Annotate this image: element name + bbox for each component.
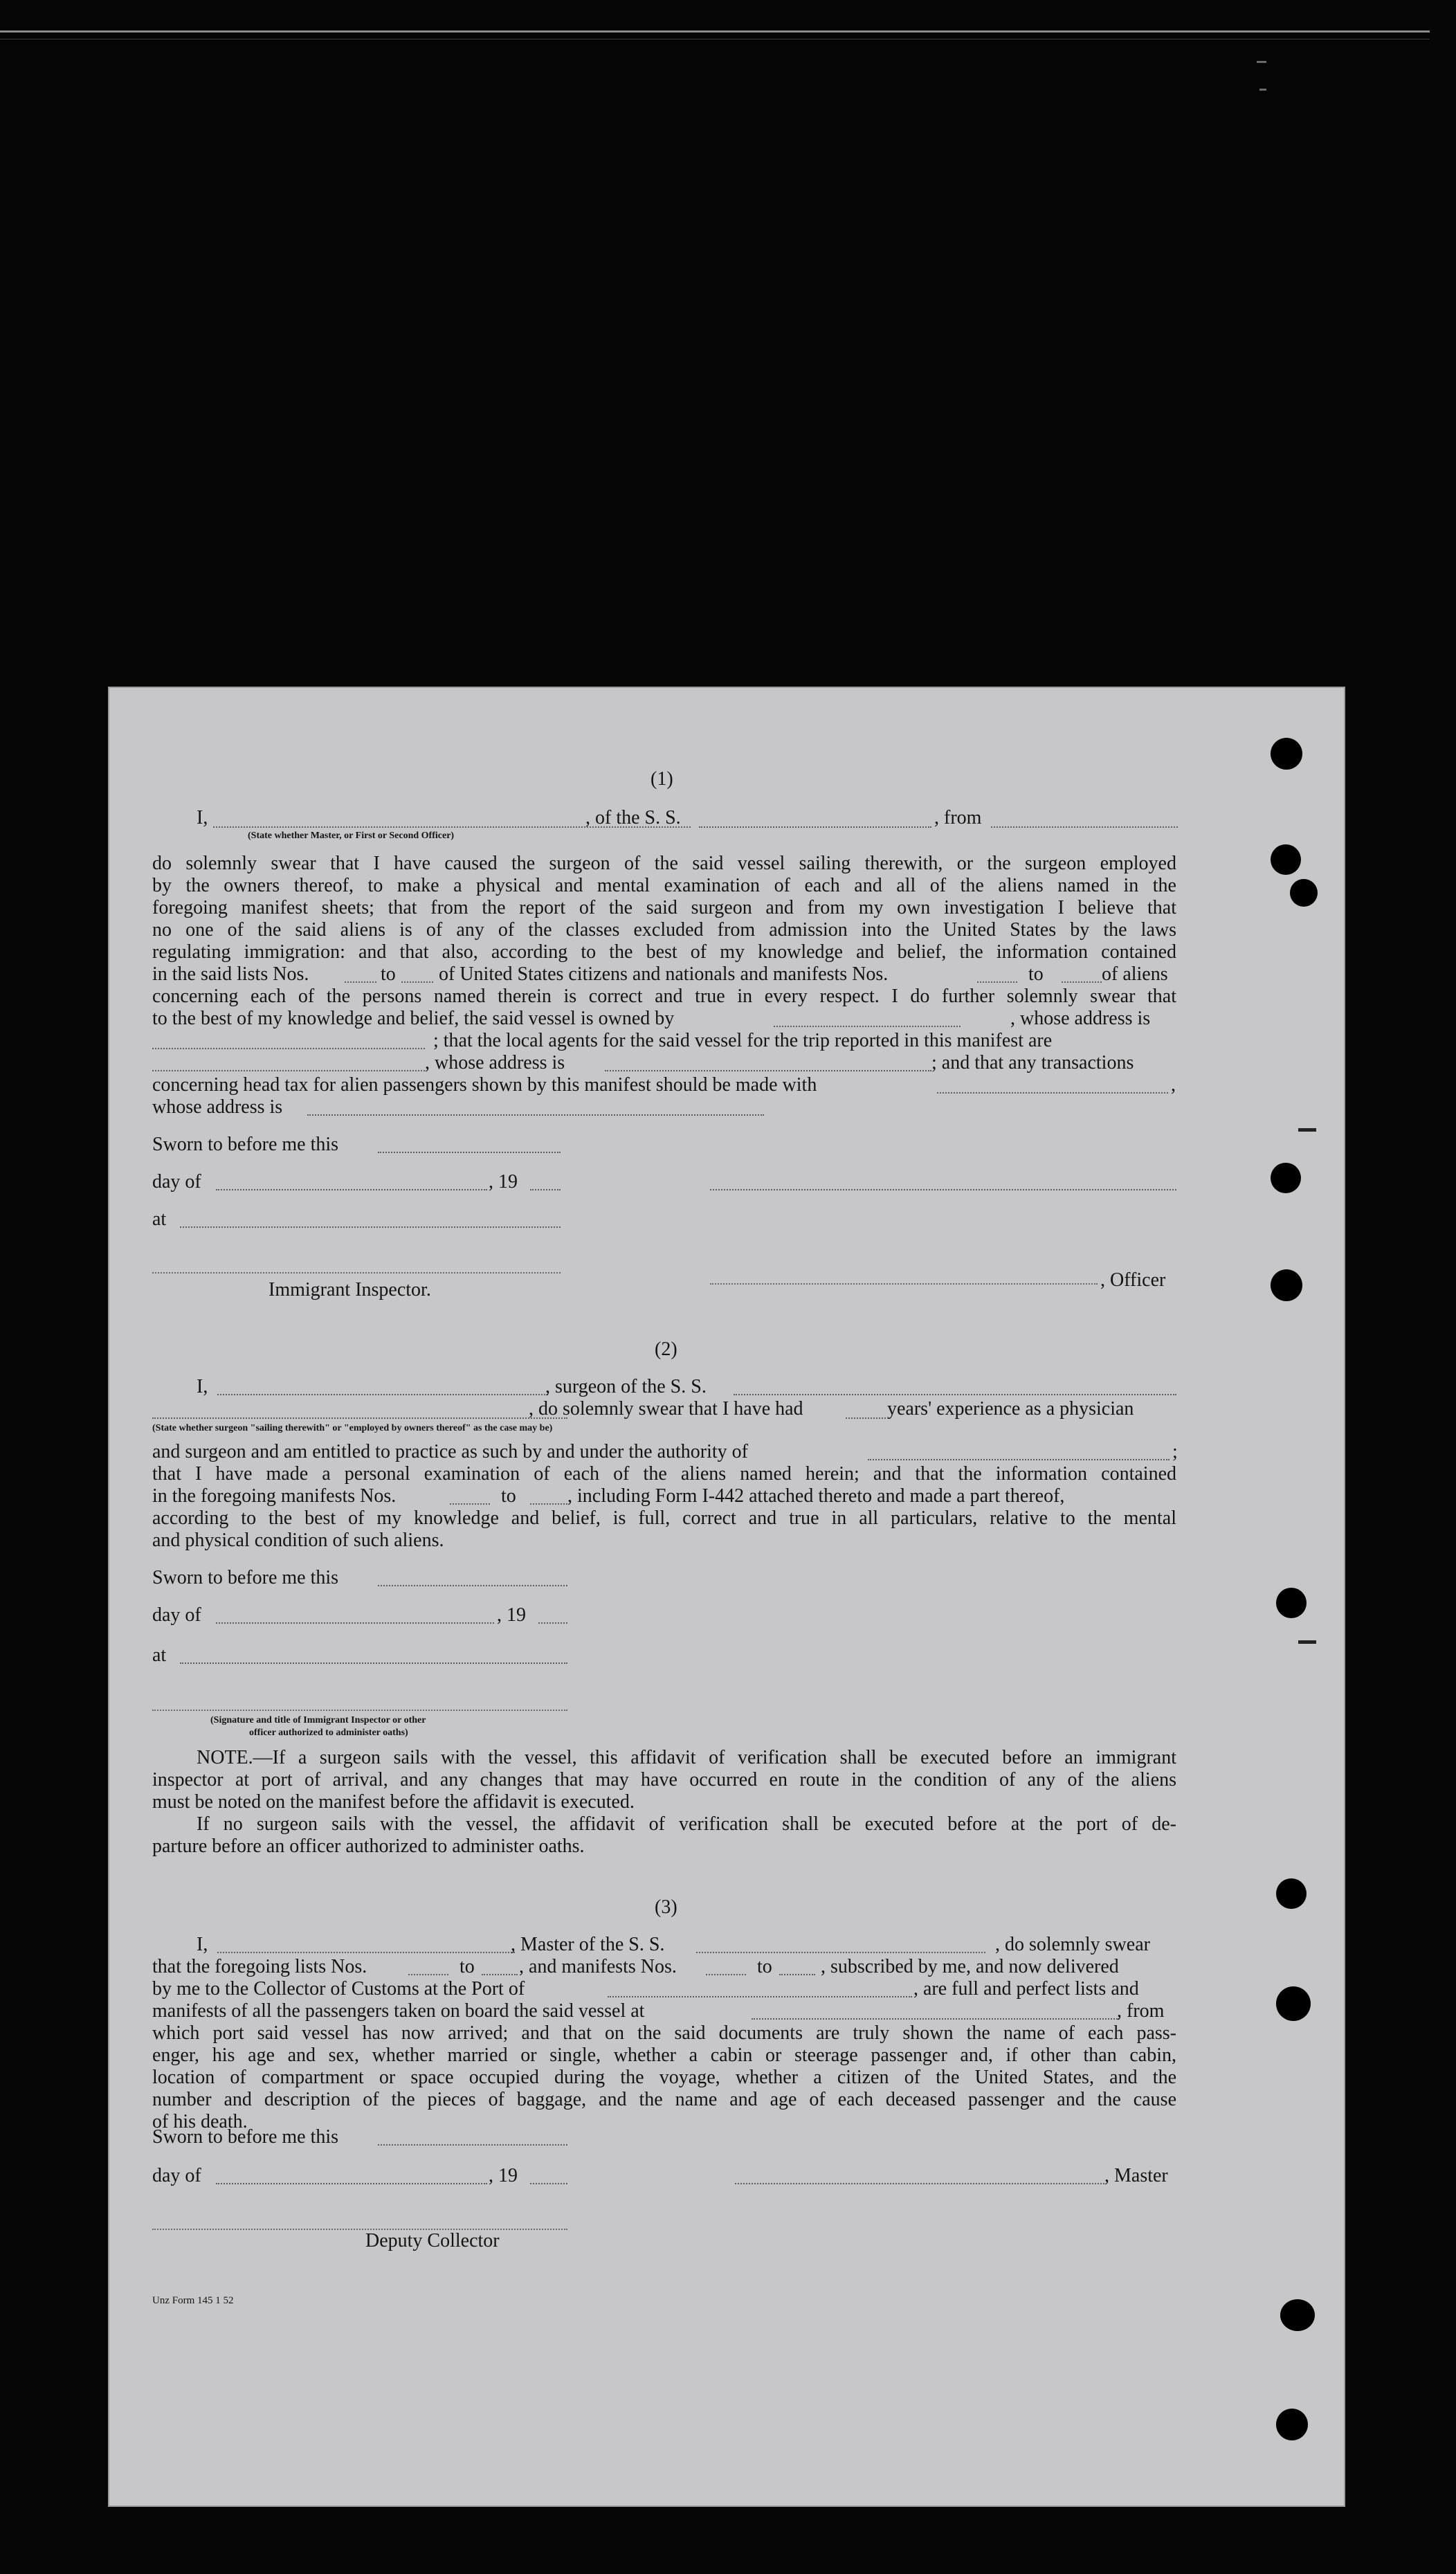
body-line: enger, his age and sex, whether married or single, whether a cabin or steerage passenger and, if other than cabin, <box>152 2045 1176 2066</box>
sworn-day-field[interactable] <box>378 2144 567 2146</box>
of-aliens-label: of aliens <box>1102 963 1168 985</box>
top-border-line <box>0 30 1430 33</box>
body-line: foregoing manifest sheets; that from the report of the said surgeon and from my own investigation I believe that <box>152 897 1176 918</box>
place-field[interactable] <box>180 1662 567 1664</box>
body-line: regulating immigration: and that also, according to the best of my knowledge and belief, the information contained <box>152 941 1176 963</box>
sworn-label: Sworn to before me this <box>152 1134 339 1155</box>
master-vessel-field[interactable] <box>696 1952 985 1953</box>
to-label: to <box>1028 963 1044 985</box>
to-label: to <box>757 1956 772 1977</box>
lists-to-field[interactable] <box>482 1974 518 1975</box>
body-line: number and description of the pieces of baggage, and the name and age of each deceased passenger and the cause <box>152 2089 1176 2110</box>
taken-on-board-label: manifests of all the passengers taken on board the said vessel at <box>152 2000 645 2022</box>
section-2-number: (2) <box>655 1339 677 1360</box>
to-label: to <box>459 1956 475 1977</box>
punch-hole <box>1271 1163 1301 1193</box>
year-prefix: , 19 <box>489 2165 518 2186</box>
lists-to-field[interactable] <box>401 981 433 983</box>
lists-from-field[interactable] <box>345 981 376 983</box>
body-line: location of compartment or space occupied during the voyage, whether a citizen of the United States, and the <box>152 2067 1176 2088</box>
surgeon-vessel-field[interactable] <box>734 1394 1176 1395</box>
punch-hole <box>1271 738 1302 770</box>
of-ss-label: , of the S. S. <box>585 807 681 828</box>
agents-field[interactable] <box>152 1070 425 1071</box>
perfect-lists-label: , are full and perfect lists and <box>913 1978 1139 2000</box>
from-label: , from <box>934 807 982 828</box>
sworn-label: Sworn to before me this <box>152 2126 339 2148</box>
punch-hole <box>1290 879 1318 907</box>
body-line: of his death. <box>152 2111 248 2132</box>
body-line: and physical condition of such aliens. <box>152 1530 444 1551</box>
signature-hint-line-1: (Signature and title of Immigrant Inspector or other <box>210 1715 426 1725</box>
years-experience-label: years' experience as a physician <box>887 1398 1134 1420</box>
subscribed-label: , subscribed by me, and now delivered <box>821 1956 1119 1977</box>
body-line: which port said vessel has now arrived; and that on the said documents are truly shown the name of each pass- <box>152 2022 1176 2044</box>
month-field[interactable] <box>216 1189 487 1190</box>
punch-hole <box>1276 2409 1308 2440</box>
section-3-i: I, <box>197 1934 208 1955</box>
citizens-label: of United States citizens and nationals and manifests Nos. <box>439 963 889 985</box>
collector-label: by me to the Collector of Customs at the Port of <box>152 1978 525 2000</box>
at-label: at <box>152 1644 167 1666</box>
body-line: by the owners thereof, to make a physical and mental examination of each and all of the aliens named in the <box>152 875 1176 896</box>
head-tax-label: concerning head tax for alien passengers shown by this manifest should be made with <box>152 1074 817 1096</box>
years-field[interactable] <box>846 1417 886 1419</box>
body-line: no one of the said aliens is of any of the classes excluded from admission into the United States by the laws <box>152 919 1176 941</box>
body-line: concerning each of the persons named therein is correct and true in every respect. I do further solemnly swear that <box>152 986 1176 1007</box>
master-swear-label: , do solemnly swear <box>995 1934 1150 1955</box>
surgeon-status-hint: (State whether surgeon "sailing therewith" or "employed by owners thereof" as the case may be) <box>152 1423 553 1433</box>
sworn-day-field[interactable] <box>378 1152 561 1153</box>
from-label: , from <box>1117 2000 1165 2022</box>
manifests-nos-label: in the foregoing manifests Nos. <box>152 1485 397 1507</box>
section-1-number: (1) <box>650 768 673 790</box>
lists-nos-label: that the foregoing lists Nos. <box>152 1956 367 1977</box>
body-line: that I have made a personal examination of each of the aliens named herein; and that the information contained <box>152 1463 1176 1485</box>
manifests-nos-label: , and manifests Nos. <box>519 1956 677 1977</box>
manifests-to-field[interactable] <box>530 1503 567 1505</box>
punch-hole <box>1271 1269 1302 1301</box>
inspector-signature-line[interactable] <box>152 1272 561 1274</box>
signature-hint-line-2: officer authorized to administer oaths) <box>249 1728 408 1738</box>
collector-signature-line[interactable] <box>152 2229 567 2230</box>
punch-hole <box>1276 1878 1307 1909</box>
whose-address-label: whose address is <box>152 1096 283 1118</box>
punch-hole <box>1280 2299 1315 2331</box>
note-line: NOTE.—If a surgeon sails with the vessel, this affidavit of verification shall be executed before an immigrant <box>197 1747 1176 1768</box>
sworn-day-field[interactable] <box>378 1585 567 1586</box>
sworn-label: Sworn to before me this <box>152 1567 339 1588</box>
authority-field[interactable] <box>868 1459 1170 1460</box>
punch-hole <box>1276 1588 1307 1618</box>
body-line: to the best of my knowledge and belief, the said vessel is owned by <box>152 1008 675 1029</box>
note-line: inspector at port of arrival, and any changes that may have occurred en route in the condition of any of the aliens <box>152 1769 1176 1791</box>
month-field[interactable] <box>216 2183 487 2184</box>
surgeon-of-label: , surgeon of the S. S. <box>545 1376 707 1397</box>
punch-hole <box>1271 844 1301 875</box>
owner-field[interactable] <box>774 1026 961 1027</box>
swear-label: , do solemnly swear that I have had <box>529 1398 803 1420</box>
lists-nos-label: in the said lists Nos. <box>152 963 309 985</box>
officer-rank-hint: (State whether Master, or First or Second Officer) <box>248 831 455 841</box>
agents-label: ; that the local agents for the said vessel for the trip reported in this manifest are <box>433 1030 1053 1051</box>
year-prefix: , 19 <box>497 1604 526 1626</box>
year-field[interactable] <box>530 1189 561 1190</box>
port-field[interactable] <box>608 1996 912 1997</box>
body-line: do solemnly swear that I have caused the surgeon of the said vessel sailing therewith, or the surgeon employed <box>152 853 1176 874</box>
note-line: If no surgeon sails with the vessel, the affidavit of verification shall be executed before at the port of de- <box>197 1813 1176 1835</box>
from-port-field[interactable] <box>991 826 1178 828</box>
deputy-collector-label: Deputy Collector <box>365 2230 500 2251</box>
boarding-port-field[interactable] <box>752 2018 1120 2020</box>
manifests-to-field[interactable] <box>779 1974 815 1975</box>
immigrant-inspector-label: Immigrant Inspector. <box>269 1279 431 1300</box>
officer-label: , Officer <box>1100 1269 1166 1291</box>
day-of-label: day of <box>152 1604 201 1626</box>
year-prefix: , 19 <box>489 1171 518 1193</box>
at-label: at <box>152 1208 167 1230</box>
manifests-from-field[interactable] <box>450 1503 490 1505</box>
surgeon-status-field[interactable] <box>152 1417 567 1419</box>
semicolon: ; <box>1172 1441 1178 1462</box>
note-line: must be noted on the manifest before the affidavit is executed. <box>152 1791 635 1813</box>
section-3-number: (3) <box>655 1896 677 1918</box>
officer-signature-field[interactable] <box>710 1189 1176 1190</box>
agents-address-label: , whose address is <box>425 1052 565 1073</box>
manifest-affidavit-page <box>108 687 1345 2507</box>
body-line: according to the best of my knowledge and belief, is full, correct and true in all particulars, relative to the mental <box>152 1507 1176 1529</box>
authority-label: and surgeon and am entitled to practice as such by and under the authority of <box>152 1441 748 1462</box>
agents-address-field[interactable] <box>605 1070 931 1071</box>
edge-mark <box>1259 89 1266 91</box>
form-identifier: Unz Form 145 1 52 <box>152 2295 234 2306</box>
head-tax-address-field[interactable] <box>307 1114 764 1116</box>
master-signature-field[interactable] <box>735 2183 1104 2184</box>
manifests-from-field[interactable] <box>977 981 1017 983</box>
edge-mark <box>1257 61 1266 63</box>
manifests-from-field[interactable] <box>706 1974 746 1975</box>
punch-hole <box>1276 1986 1311 2021</box>
month-field[interactable] <box>216 1622 494 1624</box>
comma: , <box>1171 1074 1176 1096</box>
officer-title-line[interactable] <box>710 1283 1098 1285</box>
section-1-i: I, <box>197 807 208 828</box>
section-2-i: I, <box>197 1376 208 1397</box>
master-name-field[interactable] <box>217 1952 515 1953</box>
transactions-label: ; and that any transactions <box>931 1052 1134 1073</box>
lists-from-field[interactable] <box>408 1974 448 1975</box>
edge-mark <box>1298 1128 1316 1132</box>
day-of-label: day of <box>152 1171 201 1193</box>
place-field[interactable] <box>180 1226 561 1228</box>
owner-address-label: , whose address is <box>1010 1008 1151 1029</box>
edge-mark <box>1298 1640 1316 1644</box>
master-of-label: , Master of the S. S. <box>511 1934 665 1955</box>
inspector-signature-line[interactable] <box>152 1710 567 1711</box>
owner-address-field[interactable] <box>152 1048 425 1049</box>
day-of-label: day of <box>152 2165 201 2186</box>
year-field[interactable] <box>530 2183 567 2184</box>
master-label: , Master <box>1104 2165 1168 2186</box>
to-label: to <box>381 963 396 985</box>
to-label: to <box>501 1485 516 1507</box>
form-i442-label: , including Form I-442 attached thereto and made a part thereof, <box>567 1485 1065 1507</box>
vessel-name-field[interactable] <box>699 826 931 828</box>
surgeon-name-field[interactable] <box>217 1394 548 1395</box>
year-field[interactable] <box>538 1622 567 1624</box>
manifests-to-field[interactable] <box>1062 981 1102 983</box>
note-line: parture before an officer authorized to administer oaths. <box>152 1836 585 1857</box>
head-tax-field[interactable] <box>937 1092 1168 1094</box>
